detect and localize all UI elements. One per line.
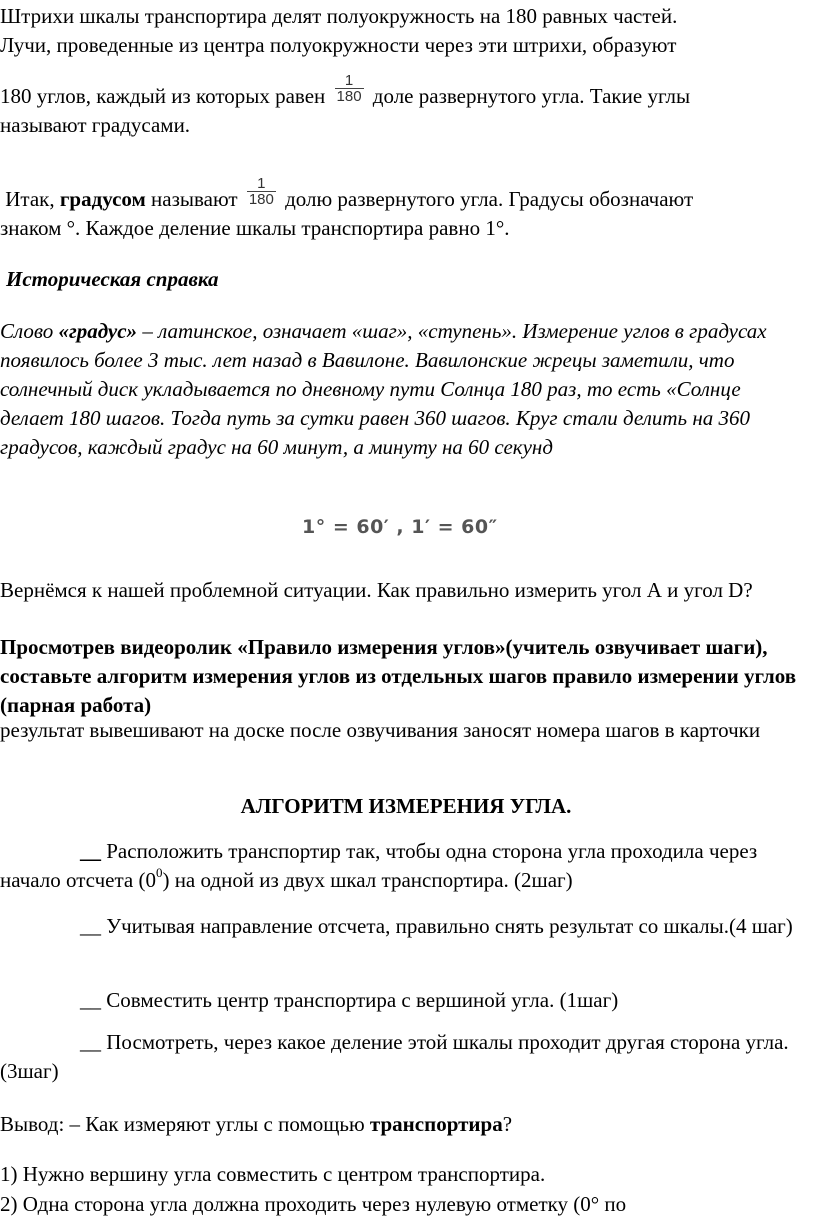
step-1-text-b: ) на одной из двух шкал транспортира. (2шаг) (162, 868, 573, 892)
fraction-numerator: 1 (335, 73, 364, 89)
step-1-text-a: Расположить транспортир так, чтобы одна сторона угла проходила через начало отсчета (0 (0, 839, 758, 892)
step-1-blank: __ (80, 839, 101, 863)
intro-line-1: Штрихи шкалы транспортира делят полуокружность на 180 равных частей. (0, 4, 678, 28)
fraction-denominator: 180 (336, 87, 362, 105)
algorithm-step-3 (0, 986, 812, 1015)
history-heading: Историческая справка (6, 267, 219, 291)
definition-post: долю развернутого угла. Градусы обозначают (285, 187, 694, 211)
algorithm-step-4 (0, 1028, 812, 1086)
intro-line-4: называют градусами. (0, 113, 191, 137)
conclusion-item-2: 2) Одна сторона угла должна проходить через нулевую отметку (0° по (0, 1192, 627, 1216)
task-question: Вернёмся к нашей проблемной ситуации. Как правильно измерить угол А и угол D? (0, 578, 753, 602)
history-start: Слово (0, 319, 59, 343)
conclusion-post: ? (502, 1112, 513, 1136)
algorithm-step-1 (0, 837, 812, 895)
conclusion-item-1: 1) Нужно вершину угла совместить с центром транспортира. (0, 1162, 546, 1186)
conclusion-bold: транспортира (369, 1112, 503, 1136)
intro-line-3 (0, 71, 812, 114)
step-1-superscript: 0 (155, 865, 163, 880)
step-3-text: __ Совместить центр транспортира с вершиной угла. (1шаг) (80, 988, 619, 1012)
history-paragraph (0, 317, 800, 462)
fraction-numerator: 1 (247, 176, 276, 192)
algorithm-title: АЛГОРИТМ ИЗМЕРЕНИЯ УГЛА. (240, 794, 572, 818)
definition-line-1 (0, 174, 812, 217)
definition-term: градусом (59, 187, 146, 211)
task-instruction: Просмотрев видеоролик «Правило измерения углов»(учитель озвучивает шаги), составьте алгоритм измерения углов из отдельных шагов правило измерении углов (парная работа) (0, 635, 797, 717)
intro-paragraph (0, 2, 812, 60)
definition-pre: Итак, (0, 187, 60, 211)
step-2-text: __ Учитывая направление отсчета, правильно снять результат со шкалы.(4 шаг) (80, 914, 793, 938)
history-rest: – латинское, означает «шаг», «ступень». Измерение углов в градусах появилось более 3 тыс. лет назад в Вавилоне. Вавилонские жрецы заметили, что солнечный диск укладывается по дневному пути Солнца 180 раз, то есть «Солнце делает 180 шагов. Тогда путь за сутки равен 360 шагов. Круг стали делить на 360 градусов, каждый градус на 60 минут, а минуту на 60 секунд (0, 319, 767, 459)
history-word-gradus: «градус» (58, 319, 138, 343)
definition-line-2: знаком °. Каждое деление шкалы транспортира равно 1°. (0, 216, 510, 240)
fraction-1-180-second (247, 176, 276, 207)
task-note: результат вывешивают на доске после озвучивания заносят номера шагов в карточки (0, 718, 761, 742)
intro-line-3-start: 180 углов, каждый из которых равен (0, 84, 326, 108)
algorithm-step-2 (0, 912, 812, 941)
fraction-denominator: 180 (248, 190, 274, 208)
fraction-1-180 (335, 73, 364, 104)
conclusion-question (0, 1110, 812, 1139)
step-4-text: __ Посмотреть, через какое деление этой шкалы проходит другая сторона угла.(3шаг) (0, 1030, 789, 1083)
conclusion-pre: Вывод: – Как измеряют углы с помощью (0, 1112, 370, 1136)
intro-line-2: Лучи, проведенные из центра полуокружности через эти штрихи, образуют (0, 33, 677, 57)
formula-minutes-seconds: 1° = 60′ , 1′ = 60″ (302, 516, 498, 538)
definition-mid: называют (145, 187, 238, 211)
intro-line-3-end: доле развернутого угла. Такие углы (372, 84, 691, 108)
